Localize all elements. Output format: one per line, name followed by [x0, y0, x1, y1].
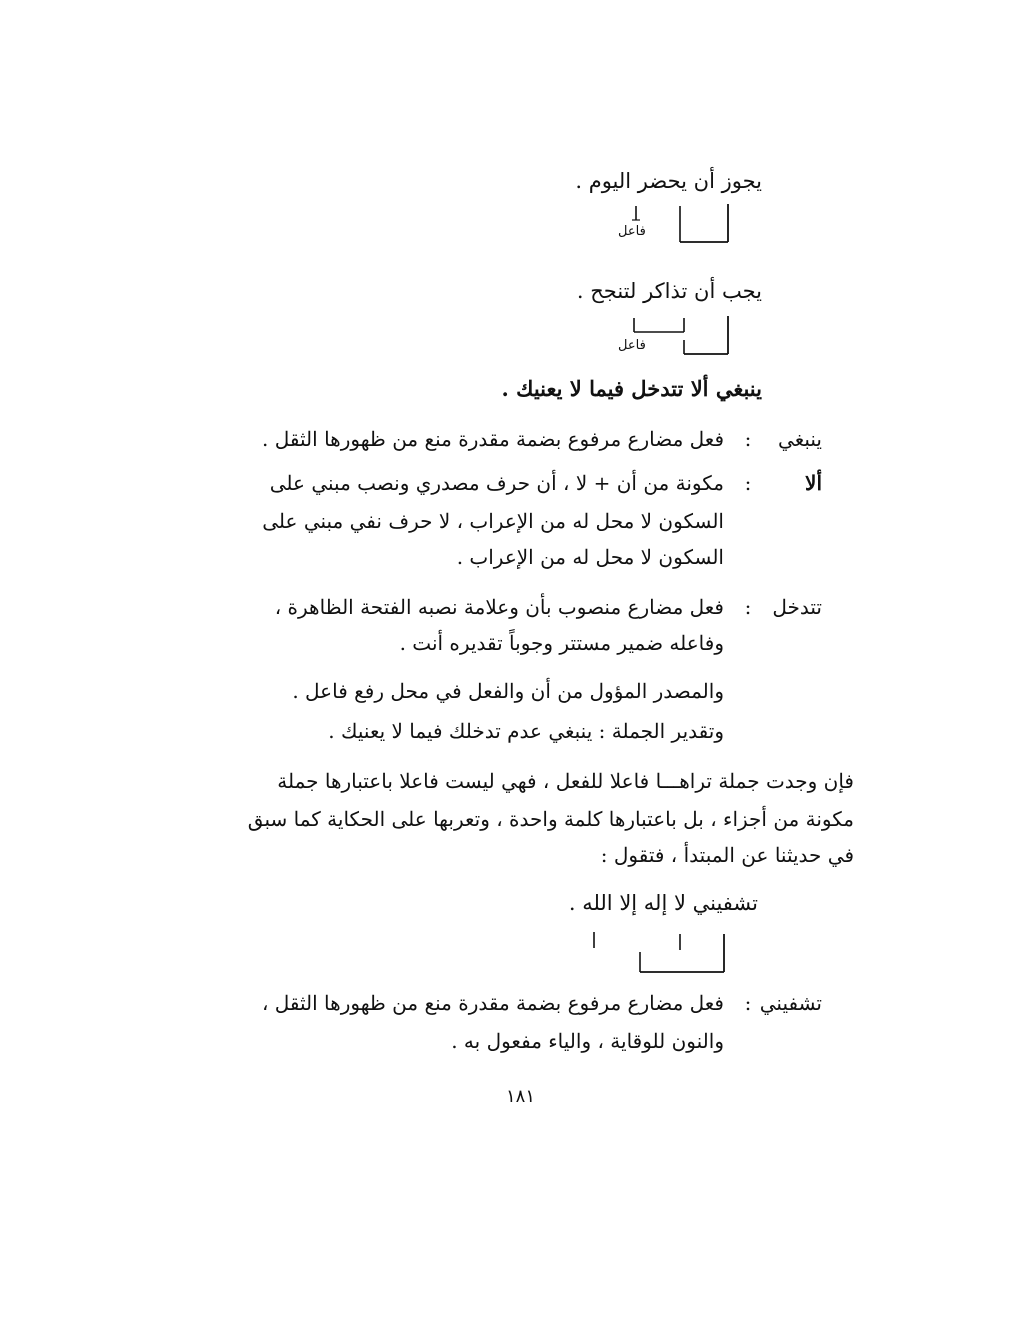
taqdir-line: وتقدير الجملة : ينبغي عدم تدخلك فيما لا يعنيك .	[328, 719, 724, 743]
def-tatadakhkhal-line-2: وفاعله ضمير مستتر وجوباً تقديره أنت .	[399, 631, 724, 655]
def-alla-line-2: السكون لا محل له من الإعراب ، لا حرف نفي مبني على	[262, 509, 724, 533]
example-sentence-4: تشفيني لا إله إلا الله .	[568, 891, 758, 915]
term-tashfini: تشفيني	[759, 991, 822, 1015]
masdar-line: والمصدر المؤول من أن والفعل في محل رفع فاعل .	[292, 679, 724, 703]
term-alla: ألا	[805, 471, 822, 495]
page-number: ١٨١	[506, 1086, 536, 1107]
def-tashfini-line-2: والنون للوقاية ، والياء مفعول به .	[451, 1029, 724, 1053]
def-alla-line-3: السكون لا محل له من الإعراب .	[456, 545, 724, 569]
example-sentence-3: ينبغي ألا تتدخل فيما لا يعنيك .	[501, 376, 762, 401]
def-tatadakhkhal-line-1: فعل مضارع منصوب بأن وعلامة نصبه الفتحة الظاهرة ،	[274, 595, 724, 619]
parse-diagram-1	[610, 198, 740, 246]
colon-1: :	[744, 427, 752, 451]
colon-2: :	[744, 471, 752, 495]
def-alla-line-1: مكونة من أن + لا ، أن حرف مصدري ونصب مبني على	[269, 471, 724, 495]
colon-4: :	[744, 991, 752, 1015]
def-tashfini-line-1: فعل مضارع مرفوع بضمة مقدرة منع من ظهورها الثقل ،	[261, 991, 724, 1015]
paragraph-line-3: في حديثنا عن المبتدأ ، فتقول :	[600, 843, 854, 867]
term-tatadakhkhal: تتدخل	[772, 595, 822, 619]
parse-diagram-2	[610, 310, 740, 358]
example-sentence-2: يجب أن تذاكر لتنجح .	[576, 279, 762, 303]
paragraph-line-2: مكونة من أجزاء ، بل باعتبارها كلمة واحدة ، وتعربها على الحكاية كما سبق	[247, 807, 854, 831]
def-yanbaghi: فعل مضارع مرفوع بضمة مقدرة منع من ظهورها الثقل .	[262, 427, 724, 451]
term-yanbaghi: ينبغي	[778, 427, 822, 451]
example-sentence-1: يجوز أن يحضر اليوم .	[575, 169, 762, 193]
paragraph-line-1: فإن وجدت جملة تراهـــا فاعلا للفعل ، فهي ليست فاعلا باعتبارها جملة	[277, 769, 854, 793]
colon-3: :	[744, 595, 752, 619]
label-fail-1: فاعل	[618, 224, 646, 239]
label-fail-2: فاعل	[618, 338, 646, 353]
parse-diagram-4	[580, 926, 740, 976]
